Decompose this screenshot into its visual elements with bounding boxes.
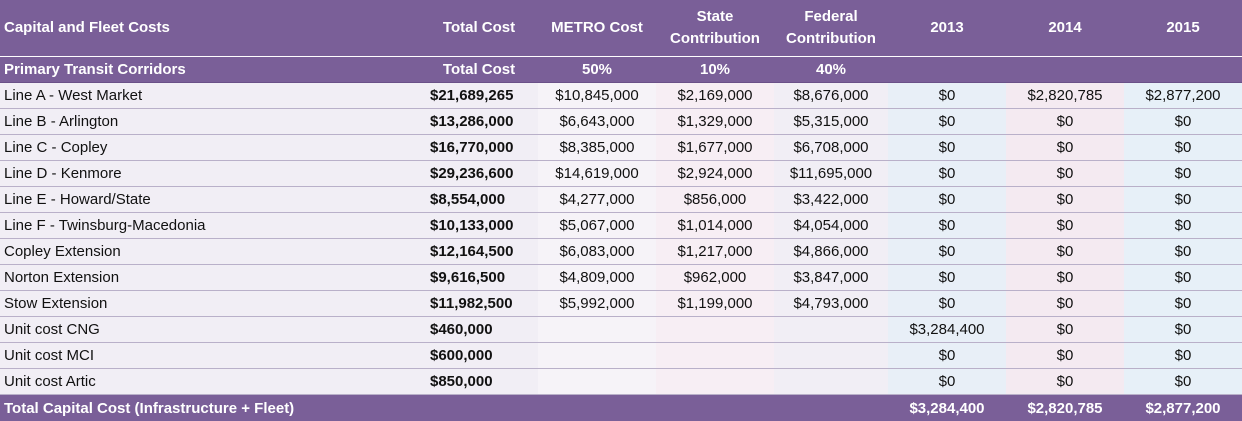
subheader-empty-2015 [1124, 57, 1242, 83]
subheader-metro-pct: 50% [538, 57, 656, 83]
row-total-cost: $16,770,000 [420, 135, 538, 161]
row-name: Stow Extension [0, 291, 420, 317]
row-state-contribution: $2,169,000 [656, 83, 774, 109]
row-metro-cost: $4,277,000 [538, 187, 656, 213]
row-name: Line B - Arlington [0, 109, 420, 135]
row-year-2015: $0 [1124, 291, 1242, 317]
footer-total-2014: $2,820,785 [1006, 395, 1124, 421]
row-year-2015: $0 [1124, 265, 1242, 291]
row-year-2014: $0 [1006, 161, 1124, 187]
subheader-state-pct: 10% [656, 57, 774, 83]
row-state-contribution: $1,329,000 [656, 109, 774, 135]
row-year-2014: $0 [1006, 265, 1124, 291]
subheader-empty-2014 [1006, 57, 1124, 83]
header-federal-line2: Contribution [779, 28, 883, 50]
row-name: Norton Extension [0, 265, 420, 291]
row-total-cost: $460,000 [420, 317, 538, 343]
row-year-2014: $0 [1006, 343, 1124, 369]
row-state-contribution [656, 343, 774, 369]
table-row [0, 291, 1242, 317]
row-federal-contribution: $11,695,000 [774, 161, 888, 187]
table-row [0, 135, 1242, 161]
table-row [0, 83, 1242, 109]
row-year-2013: $0 [888, 83, 1006, 109]
row-federal-contribution [774, 317, 888, 343]
table-row [0, 161, 1242, 187]
row-year-2015: $0 [1124, 109, 1242, 135]
row-year-2015: $0 [1124, 317, 1242, 343]
footer-label: Total Capital Cost (Infrastructure + Fleet) [0, 395, 888, 421]
row-state-contribution: $1,217,000 [656, 239, 774, 265]
row-year-2013: $0 [888, 343, 1006, 369]
row-total-cost: $9,616,500 [420, 265, 538, 291]
row-federal-contribution: $4,866,000 [774, 239, 888, 265]
row-year-2013: $0 [888, 239, 1006, 265]
subheader-row [0, 57, 1242, 83]
row-state-contribution [656, 317, 774, 343]
row-year-2013: $0 [888, 265, 1006, 291]
row-name: Line E - Howard/State [0, 187, 420, 213]
row-total-cost: $10,133,000 [420, 213, 538, 239]
row-name: Unit cost MCI [0, 343, 420, 369]
subheader-label: Primary Transit Corridors [0, 57, 420, 83]
row-federal-contribution: $8,676,000 [774, 83, 888, 109]
row-year-2014: $2,820,785 [1006, 83, 1124, 109]
header-year-2015: 2015 [1124, 0, 1242, 57]
row-year-2013: $0 [888, 291, 1006, 317]
row-total-cost: $13,286,000 [420, 109, 538, 135]
row-year-2014: $0 [1006, 187, 1124, 213]
row-metro-cost: $5,992,000 [538, 291, 656, 317]
row-year-2013: $3,284,400 [888, 317, 1006, 343]
header-label: Capital and Fleet Costs [0, 0, 420, 57]
table-row [0, 239, 1242, 265]
row-name: Line A - West Market [0, 83, 420, 109]
header-state-contribution [656, 0, 774, 57]
row-year-2013: $0 [888, 369, 1006, 395]
row-total-cost: $600,000 [420, 343, 538, 369]
table-row [0, 265, 1242, 291]
subheader-empty-2013 [888, 57, 1006, 83]
row-total-cost: $8,554,000 [420, 187, 538, 213]
subheader-total-cost: Total Cost [420, 57, 538, 83]
row-metro-cost: $5,067,000 [538, 213, 656, 239]
row-year-2013: $0 [888, 161, 1006, 187]
table-row [0, 317, 1242, 343]
table-row [0, 343, 1242, 369]
row-year-2015: $0 [1124, 187, 1242, 213]
row-federal-contribution [774, 343, 888, 369]
row-total-cost: $12,164,500 [420, 239, 538, 265]
table-row [0, 187, 1242, 213]
header-year-2014: 2014 [1006, 0, 1124, 57]
row-year-2013: $0 [888, 109, 1006, 135]
row-state-contribution: $1,199,000 [656, 291, 774, 317]
row-state-contribution: $1,014,000 [656, 213, 774, 239]
header-federal-line1: Federal [779, 6, 883, 28]
row-metro-cost: $10,845,000 [538, 83, 656, 109]
row-state-contribution: $1,677,000 [656, 135, 774, 161]
row-name: Unit cost CNG [0, 317, 420, 343]
header-federal-contribution [774, 0, 888, 57]
row-name: Copley Extension [0, 239, 420, 265]
row-year-2014: $0 [1006, 317, 1124, 343]
row-year-2014: $0 [1006, 239, 1124, 265]
row-metro-cost: $6,643,000 [538, 109, 656, 135]
row-metro-cost: $4,809,000 [538, 265, 656, 291]
header-metro-cost: METRO Cost [538, 0, 656, 57]
row-year-2014: $0 [1006, 213, 1124, 239]
header-state-line1: State [661, 6, 769, 28]
row-state-contribution [656, 369, 774, 395]
row-metro-cost [538, 317, 656, 343]
row-federal-contribution: $6,708,000 [774, 135, 888, 161]
row-federal-contribution: $4,054,000 [774, 213, 888, 239]
row-year-2015: $0 [1124, 239, 1242, 265]
header-row [0, 0, 1242, 57]
row-metro-cost: $6,083,000 [538, 239, 656, 265]
header-year-2013: 2013 [888, 0, 1006, 57]
table-row [0, 109, 1242, 135]
subheader-federal-pct: 40% [774, 57, 888, 83]
row-year-2015: $0 [1124, 369, 1242, 395]
row-year-2013: $0 [888, 135, 1006, 161]
row-metro-cost [538, 369, 656, 395]
header-total-cost: Total Cost [420, 0, 538, 57]
row-federal-contribution: $3,422,000 [774, 187, 888, 213]
row-federal-contribution: $5,315,000 [774, 109, 888, 135]
row-total-cost: $29,236,600 [420, 161, 538, 187]
row-year-2014: $0 [1006, 135, 1124, 161]
table-row [0, 369, 1242, 395]
row-year-2014: $0 [1006, 109, 1124, 135]
row-federal-contribution [774, 369, 888, 395]
footer-total-2015: $2,877,200 [1124, 395, 1242, 421]
row-state-contribution: $2,924,000 [656, 161, 774, 187]
row-total-cost: $11,982,500 [420, 291, 538, 317]
row-federal-contribution: $4,793,000 [774, 291, 888, 317]
header-state-line2: Contribution [661, 28, 769, 50]
row-year-2015: $0 [1124, 343, 1242, 369]
row-year-2015: $2,877,200 [1124, 83, 1242, 109]
row-name: Line C - Copley [0, 135, 420, 161]
footer-total-2013: $3,284,400 [888, 395, 1006, 421]
row-total-cost: $850,000 [420, 369, 538, 395]
row-state-contribution: $962,000 [656, 265, 774, 291]
row-year-2015: $0 [1124, 161, 1242, 187]
row-total-cost: $21,689,265 [420, 83, 538, 109]
row-state-contribution: $856,000 [656, 187, 774, 213]
row-year-2013: $0 [888, 187, 1006, 213]
row-name: Line F - Twinsburg-Macedonia [0, 213, 420, 239]
table-row [0, 213, 1242, 239]
row-name: Line D - Kenmore [0, 161, 420, 187]
row-year-2014: $0 [1006, 291, 1124, 317]
row-year-2013: $0 [888, 213, 1006, 239]
row-metro-cost: $14,619,000 [538, 161, 656, 187]
row-metro-cost: $8,385,000 [538, 135, 656, 161]
row-year-2015: $0 [1124, 135, 1242, 161]
row-metro-cost [538, 343, 656, 369]
row-federal-contribution: $3,847,000 [774, 265, 888, 291]
row-name: Unit cost Artic [0, 369, 420, 395]
row-year-2014: $0 [1006, 369, 1124, 395]
row-year-2015: $0 [1124, 213, 1242, 239]
